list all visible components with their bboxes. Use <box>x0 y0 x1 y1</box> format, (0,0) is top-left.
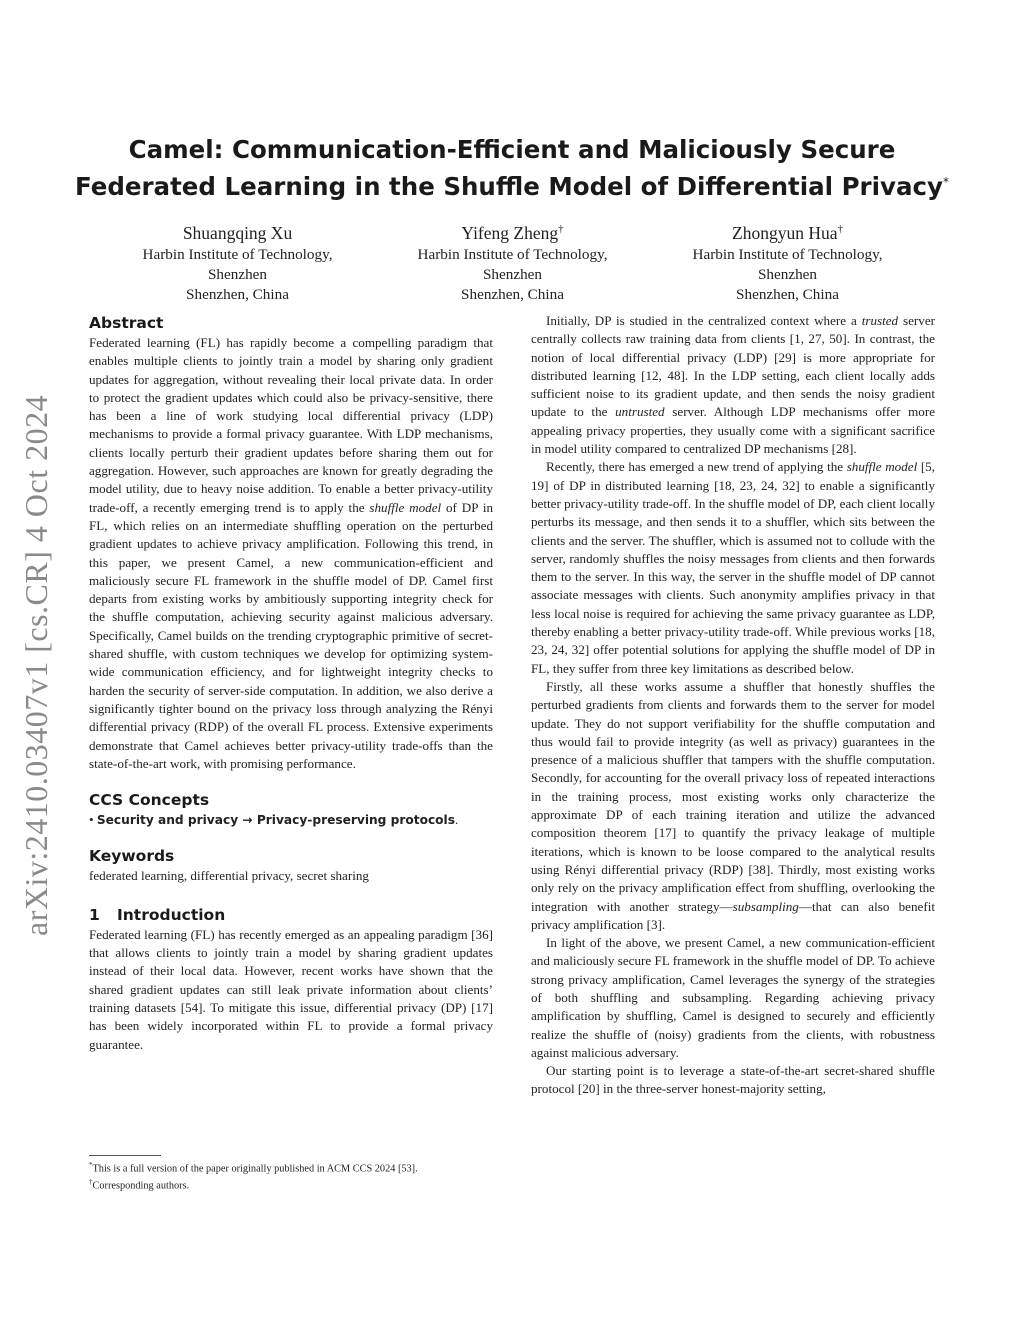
intro-paragraph-3: Recently, there has emerged a new trend of applying the shuffle model [5, 19] of DP in distributed learning [18, 23, 24, 32] to enable a significantly better privacy-utility trade-off. In the shuffle model of DP, each client locally perturbs its message, and then sends it to a shuffler, which sits between the clients and the server. The shuffler, which is assumed not to collude with the server, randomly shuffles the noisy messages from clients and then forwards them to the server. In this way, the server in the shuffle model of DP cannot associate messages with clients. Such anonymity amplifies privacy in that less local noise is required for achieving the same privacy guarantee as LDP, thereby enabling a better privacy-utility trade-off. While previous works [18, 23, 24, 32] offer potential solutions for applying the shuffle model of DP in FL, they suffer from three key limitations as described below. <box>531 459 935 676</box>
author-2 <box>375 217 650 305</box>
intro-paragraph-6: Our starting point is to leverage a state-of-the-art secret-shared shuffle protocol [20] in the three-server honest-majority setting, <box>531 1063 935 1097</box>
author-affiliation-city: Shenzhen <box>207 265 268 283</box>
abstract-heading: Abstract <box>89 314 164 332</box>
intro-paragraph-2: Initially, DP is studied in the centralized context where a trusted server centrally collects raw training data from clients [1, 27, 50]. In contrast, the notion of local differential privacy (LDP) [29] is more appropriate for distributed learning [12, 48]. In the LDP setting, each client locally adds sufficient noise to its gradient update, and then sends the noisy gradient update to the untrusted server. Although LDP mechanisms offer more appealing privacy properties, they usually come with a significant sacrifice in model utility compared to centralized DP mechanisms [28]. <box>531 313 936 457</box>
author-name: Yifeng Zheng <box>461 222 559 243</box>
introduction-heading: 1 Introduction <box>89 905 226 924</box>
author-location: Shenzhen, China <box>186 285 289 303</box>
paper-title <box>60 134 964 203</box>
left-column <box>89 312 493 1054</box>
intro-paragraph-1: Federated learning (FL) has recently emerged as an appealing paradigm [36] that allows clients to jointly train a model by sharing gradient updates instead of their local data. However, recent works have shown that the shared gradient updates can still leak private information about clients’ training datasets [54]. To mitigate this issue, differential privacy (DP) [17] has been widely incorporated within FL to provide a formal privacy guarantee. <box>89 926 493 1052</box>
right-column <box>531 312 935 1099</box>
author-affiliation: Harbin Institute of Technology, <box>692 245 883 263</box>
footnote-rule <box>89 1155 161 1156</box>
footnote-2: †Corresponding authors. <box>89 1178 190 1192</box>
footnote-1: *This is a full version of the paper originally published in ACM CCS 2024 [53]. <box>89 1161 418 1175</box>
footnotes <box>89 1155 493 1193</box>
abstract-text: Federated learning (FL) has rapidly become a compelling paradigm that enables multiple clients to jointly train a model by sharing only gradient updates for aggregation, without revealing their local private data. In order to protect the gradient updates which could also be privacy-sensitive, there has been a line of work studying local differential privacy (LDP) mechanisms to provide a formal privacy guarantee. With LDP mechanisms, clients locally perturb their gradient updates before sharing them out for aggregation. However, such approaches are known for greatly degrading the model utility, due to heavy noise addition. To enable a better privacy-utility trade-off, a recently emerging trend is to apply the shuffle model of DP in FL, which relies on an intermediate shuffling operation on the perturbed gradient updates to achieve privacy amplification. Following this trend, in this paper, we present Camel, a new communication-efficient and maliciously secure FL framework in the shuffle model of DP. Camel first departs from existing works by ambitiously supporting integrity check for the shuffle computation, achieving security against malicious adversary. Specifically, Camel builds on the trending cryptographic primitive of secret-shared shuffle, with custom techniques we develop for optimizing system-wide communication efficiency, and for lightweight integrity checks to harden the security of server-side computation. In addition, we also derive a significantly tighter bound on the privacy loss through analyzing the Rényi differential privacy (RDP) of the overall FL process. Extensive experiments demonstrate that Camel achieves better privacy-utility trade-offs than the state-of-the-art work, with promising performance. <box>89 335 494 771</box>
intro-paragraph-5: In light of the above, we present Camel, a new communication-efficient and maliciously secure FL framework in the shuffle model of DP. To achieve strong privacy amplification, Camel leverages the synergy of the strategies of both shuffling and subsampling. Regarding achieving privacy amplification by shuffling, Camel is designed to securely and efficiently realize the shuffle of (noisy) gradients from the clients, with robustness against malicious adversary. <box>531 935 935 1060</box>
author-mark: † <box>558 223 564 235</box>
author-affiliation-city: Shenzhen <box>757 265 818 283</box>
title-line-2: Federated Learning in the Shuffle Model of Differential Privacy* <box>74 172 950 202</box>
title-footnote-mark: * <box>943 175 950 189</box>
author-location: Shenzhen, China <box>461 285 564 303</box>
keywords-heading: Keywords <box>89 847 175 866</box>
author-location: Shenzhen, China <box>736 285 839 303</box>
title-line-1: Camel: Communication-Efficient and Maliciously Secure <box>128 135 896 164</box>
keywords-text: federated learning, differential privacy, secret sharing <box>89 868 369 884</box>
author-3 <box>650 217 925 305</box>
author-1 <box>100 217 375 305</box>
intro-paragraph-4: Firstly, all these works assume a shuffler that honestly shuffles the perturbed gradients from clients and forwards them to the server for model update. They do not support verifiability for the shuffle computation and thus would fail to provide integrity (as well as privacy) guarantees in the presence of a malicious shuffler that tampers with the shuffle computation. Secondly, for accounting for the overall privacy loss of repeated interactions in the training process, most existing works only characterize the approximate DP of each training iteration and utilize the advanced composition theorem [17] to quantify the privacy leakage of multiple iterations, which is known to be loose compared to the analytical results using Rényi differential privacy (RDP) [38]. Thirdly, most existing works only rely on the privacy amplification effect from shuffling, overlooking the integration with another strategy—subsampling—that can also benefit privacy amplification [3]. <box>531 678 935 932</box>
author-name: Shuangqing Xu <box>182 222 293 243</box>
author-name: Zhongyun Hua <box>732 222 838 243</box>
ccs-concept-item: • Security and privacy → Privacy-preserving protocols. <box>89 812 459 828</box>
ccs-heading: CCS Concepts <box>89 791 210 810</box>
author-mark: † <box>837 223 843 235</box>
author-affiliation: Harbin Institute of Technology, <box>142 245 333 263</box>
author-affiliation-city: Shenzhen <box>482 265 543 283</box>
arxiv-stamp: arXiv:2410.03407v1 [cs.CR] 4 Oct 2024 <box>18 394 54 936</box>
author-affiliation: Harbin Institute of Technology, <box>417 245 608 263</box>
